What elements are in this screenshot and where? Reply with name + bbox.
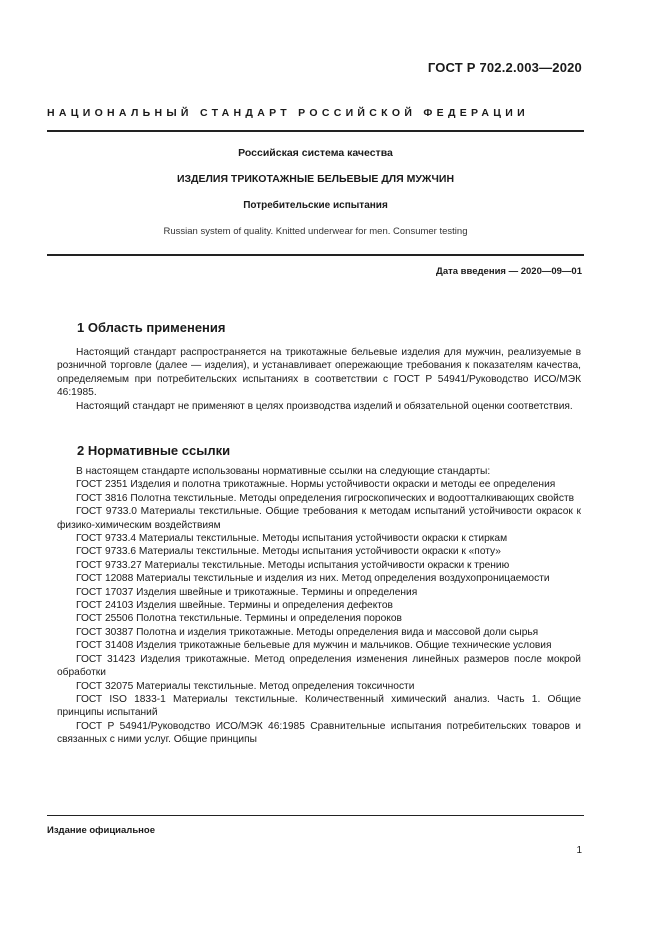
reference-item: ГОСТ 3816 Полотна текстильные. Методы определения гигроскопических и водоотталкивающих свойств bbox=[76, 492, 575, 504]
reference-item: ГОСТ 31408 Изделия трикотажные бельевые для мужчин и мальчиков. Общие технические условия bbox=[76, 640, 552, 652]
reference-item: ГОСТ 25506 Полотна текстильные. Термины и определения пороков bbox=[76, 613, 402, 625]
references-body bbox=[57, 465, 581, 747]
reference-item: ГОСТ ISO 1833-1 Материалы текстильные. Количественный химический анализ. Часть 1. Общие принципы испытаний bbox=[57, 693, 581, 719]
references-intro: В настоящем стандарте использованы нормативные ссылки на следующие стандарты: bbox=[76, 466, 491, 477]
page-number: 1 bbox=[576, 845, 582, 856]
reference-item: ГОСТ 24103 Изделия швейные. Термины и определения дефектов bbox=[76, 600, 393, 612]
section-heading-scope: 1 Область применения bbox=[77, 320, 226, 335]
reference-item: ГОСТ 17037 Изделия швейные и трикотажные. Термины и определения bbox=[76, 586, 418, 598]
official-edition-label: Издание официальное bbox=[47, 825, 155, 836]
reference-item: ГОСТ 9733.27 Материалы текстильные. Методы испытания устойчивости окраски к трению bbox=[76, 559, 510, 571]
scope-body bbox=[57, 346, 581, 413]
top-divider bbox=[47, 130, 584, 132]
reference-item: ГОСТ 9733.6 Материалы текстильные. Методы испытания устойчивости окраски к «поту» bbox=[76, 546, 501, 558]
reference-item: ГОСТ 32075 Материалы текстильные. Метод определения токсичности bbox=[76, 680, 415, 692]
reference-item: ГОСТ 30387 Полотна и изделия трикотажные. Методы определения вида и массовой доли сырья bbox=[76, 626, 539, 638]
reference-item: ГОСТ 9733.4 Материалы текстильные. Методы испытания устойчивости окраски к стиркам bbox=[76, 533, 508, 545]
reference-item: ГОСТ 2351 Изделия и полотна трикотажные. Нормы устойчивости окраски и методы ее определения bbox=[76, 479, 556, 491]
introduction-date: Дата введения — 2020—09—01 bbox=[436, 266, 582, 277]
reference-item: ГОСТ 12088 Материалы текстильные и изделия из них. Метод определения воздухопроницаемости bbox=[76, 573, 550, 585]
title-divider bbox=[47, 254, 584, 256]
footer-divider bbox=[47, 815, 584, 816]
document-subtitle: Потребительские испытания bbox=[243, 200, 388, 211]
english-title: Russian system of quality. Knitted underwear for men. Consumer testing bbox=[163, 226, 468, 237]
series-title: Российская система качества bbox=[238, 147, 393, 159]
document-code: ГОСТ Р 702.2.003—2020 bbox=[427, 60, 582, 75]
reference-item: ГОСТ 31423 Изделия трикотажные. Метод определения изменения линейных размеров после мокрой обработки bbox=[57, 653, 581, 679]
document-title: ИЗДЕЛИЯ ТРИКОТАЖНЫЕ БЕЛЬЕВЫЕ ДЛЯ МУЖЧИН bbox=[176, 173, 455, 185]
national-standard-banner: НАЦИОНАЛЬНЫЙ СТАНДАРТ РОССИЙСКОЙ ФЕДЕРАЦИИ bbox=[47, 107, 529, 119]
reference-item: ГОСТ 9733.0 Материалы текстильные. Общие требования к методам испытаний устойчивости окрасок к физико-химическим воздействиям bbox=[57, 506, 581, 531]
scope-paragraph: Настоящий стандарт не применяют в целях производства изделий и обязательной оценки соответствия. bbox=[76, 400, 573, 412]
section-heading-references: 2 Нормативные ссылки bbox=[77, 443, 231, 458]
scope-paragraph: Настоящий стандарт распространяется на трикотажные бельевые изделия для мужчин, реализуемые в розничной торговле (далее — изделия), и устанавливает опережающие требования к показателям качества, определяемым при потребительских испытаниях в соответствии с ГОСТ Р 54941/Руководство ИСО/МЭК 46:1985. bbox=[57, 347, 581, 399]
reference-item: ГОСТ Р 54941/Руководство ИСО/МЭК 46:1985 Сравнительные испытания потребительских товаров и связанных с ними услуг. Общие принципы bbox=[57, 720, 581, 746]
